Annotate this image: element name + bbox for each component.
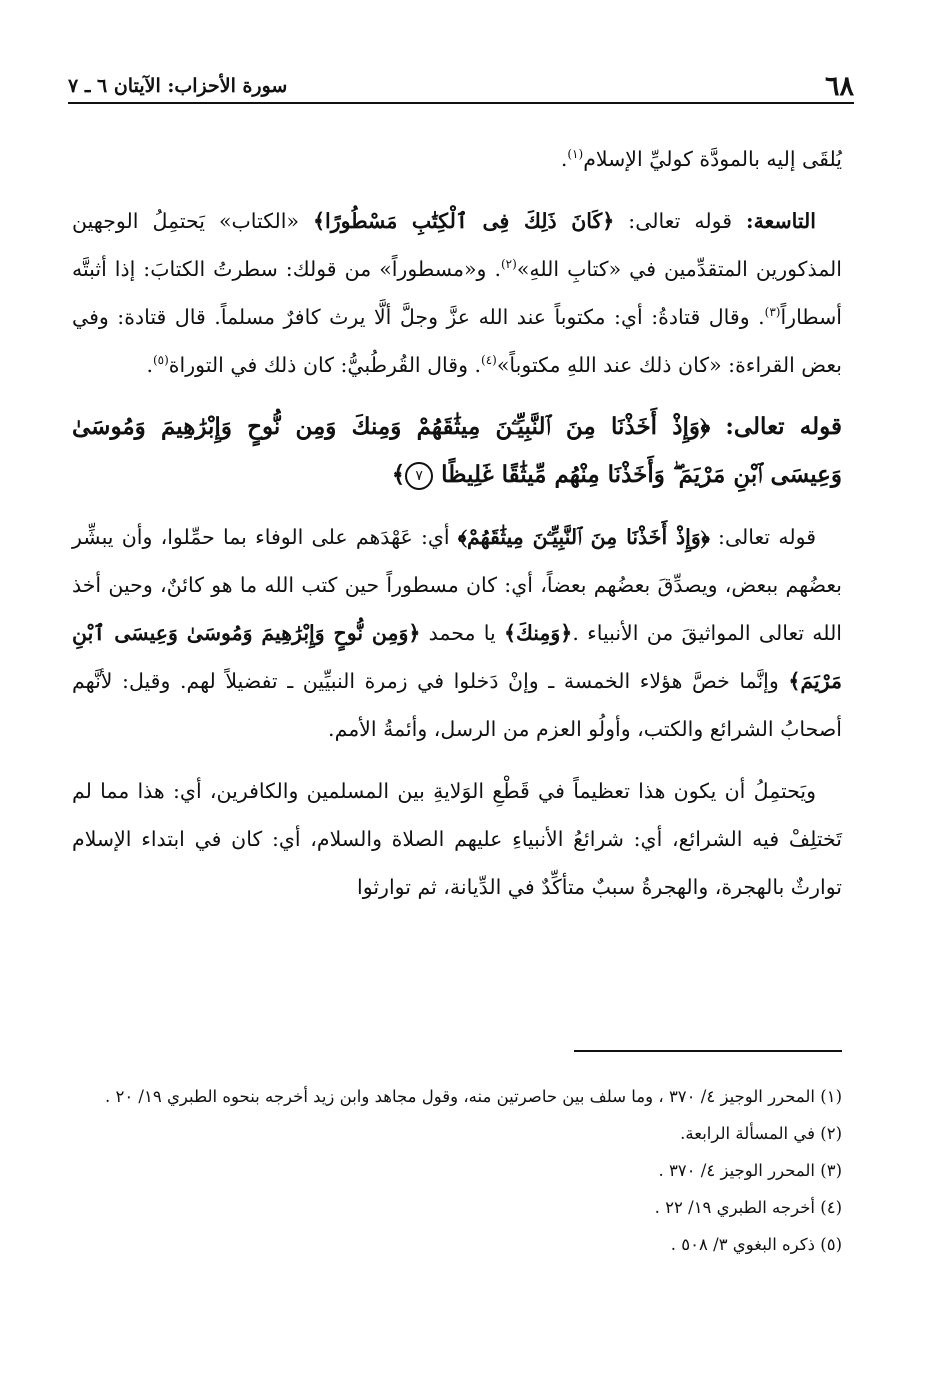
surah-title: سورة الأحزاب: الآيتان ٦ ـ ٧: [68, 75, 288, 97]
paragraph-3-text-b: أي: عَهْدَهم على الوفاء بما حمِّلوا، وأن يبشِّر بعضُهم ببعض، ويصدِّقَ بعضُهم بعضاً، أي: كان مسطوراً حين كتب الله ما هو كائنٌ، وحين أخذ الله تعالى المواثيقَ من الأنبياء .: [72, 525, 843, 645]
running-header: [68, 62, 854, 104]
verse-text: ﴿وَإِذْ أَخَذْنَا مِنَ ٱلنَّبِيِّـۧنَ مِيثَٰقَهُمْ وَمِنكَ وَمِن نُّوحٍ وَإِبْرَٰهِيمَ وَمُوسَىٰ وَعِيسَى ٱبْنِ مَرْيَمَ ۖ وَأَخَذْنَا مِنْهُم مِّيثَٰقًا غَلِيظًا: [72, 413, 842, 488]
paragraph-2-text-c: . و«مسطوراً» من قولك: سطرتُ الكتابَ: إذا أثبتَّه أسطاراً: [72, 257, 842, 329]
footnote-ref: (٣): [764, 305, 781, 320]
issue-label: التاسعة:: [746, 209, 816, 233]
paragraph-3-text-c: يا محمد: [420, 621, 504, 645]
paragraph-1: [72, 135, 842, 183]
paragraph-3-text-d: وإنَّما خصَّ هؤلاء الخمسة ـ وإنْ دَخلوا في زمرة النبيِّين ـ تفضيلاً لهم. وقيل: لأنَّهم أصحابُ الشرائع والكتب، وأولُو العزم من الرسل، وأئمةُ الأمم.: [72, 669, 842, 741]
paragraph-2-end: .: [146, 353, 153, 377]
paragraph-4-text: ويَحتمِلُ أن يكون هذا تعظيماً في قَطْعِ الوَلايةِ بين المسلمين والكافرين، أي: هذا مما لم تَختلِفْ فيه الشرائع، أي: شرائعُ الأنبياءِ عليهم الصلاة والسلام، أي: كان في ابتداء الإسلام توارثٌ بالهجرة، والهجرةُ سببٌ متأكِّدٌ في الدِّيانة، ثم توارثوا: [72, 779, 842, 899]
paragraph-3-text-a: قوله تعالى:: [709, 525, 816, 549]
verse-number-icon: ٧: [405, 462, 433, 490]
quran-quote: ﴿وَإِذْ أَخَذْنَا مِنَ ٱلنَّبِيِّـۧنَ مِيثَٰقَهُمْ﴾: [457, 525, 710, 549]
paragraph-2: [72, 197, 842, 389]
verse-close: ﴾: [391, 461, 406, 488]
verse-label: قوله تعالى:: [725, 413, 842, 440]
paragraph-4: [72, 767, 842, 911]
paragraph-1-text: يُلقَى إليه بالمودَّة كوليِّ الإسلام: [583, 147, 842, 171]
footnote-2: (٢) في المسألة الرابعة.: [680, 1124, 842, 1143]
footnote-ref: (٤): [481, 353, 497, 368]
main-text: [72, 135, 842, 925]
verse-heading: [72, 403, 842, 499]
quran-quote: ﴿كَانَ ذَلِكَ فِى ٱلْكِتَٰبِ مَسْطُورًا﴾: [313, 209, 615, 233]
paragraph-2-text-d: . وقال قتادةُ: أي: مكتوباً عند الله عزَّ وجلَّ ألَّا يرث كافرٌ مسلماً. قال قتادة: وفي بعض القراءة: «كان ذلك عند اللهِ مكتوباً»: [72, 305, 842, 377]
paragraph-3: [72, 513, 842, 753]
footnote-1: (١) المحرر الوجيز ٤/ ٣٧٠ ، وما سلف بين حاصرتين منه، وقول مجاهد وابن زيد أخرجه بنحوه الطبري ١٩/ ٢٠ .: [104, 1087, 842, 1106]
quran-quote: ﴿وَمِن نُّوحٍ وَإِبْرَٰهِيمَ وَمُوسَىٰ وَعِيسَى ٱبْنِ مَرْيَمَ﴾: [72, 621, 842, 693]
paragraph-2-text-a: قوله تعالى:: [614, 209, 746, 233]
paragraph-2-text-e: . وقال القُرطُبيُّ: كان ذلك في التوراة: [168, 353, 482, 377]
footnote-separator: [574, 1050, 842, 1052]
quran-quote: ﴿وَمِنكَ﴾: [503, 621, 573, 645]
footnote-ref: (٢): [500, 257, 517, 272]
footnote-3: (٣) المحرر الوجيز ٤/ ٣٧٠ .: [658, 1161, 842, 1180]
paragraph-2-text-b: «الكتاب» يَحتمِلُ الوجهين المذكورين المتقدِّمين في «كتابِ اللهِ»: [72, 209, 842, 281]
paragraph-1-end: .: [560, 147, 568, 171]
footnotes: [100, 1078, 842, 1263]
footnote-ref: (١): [567, 147, 584, 162]
footnote-5: (٥) ذكره البغوي ٣/ ٥٠٨ .: [670, 1235, 842, 1254]
page-number: ٦٨: [824, 71, 854, 102]
footnote-4: (٤) أخرجه الطبري ١٩/ ٢٢ .: [654, 1198, 842, 1217]
footnote-ref: (٥): [152, 353, 169, 368]
